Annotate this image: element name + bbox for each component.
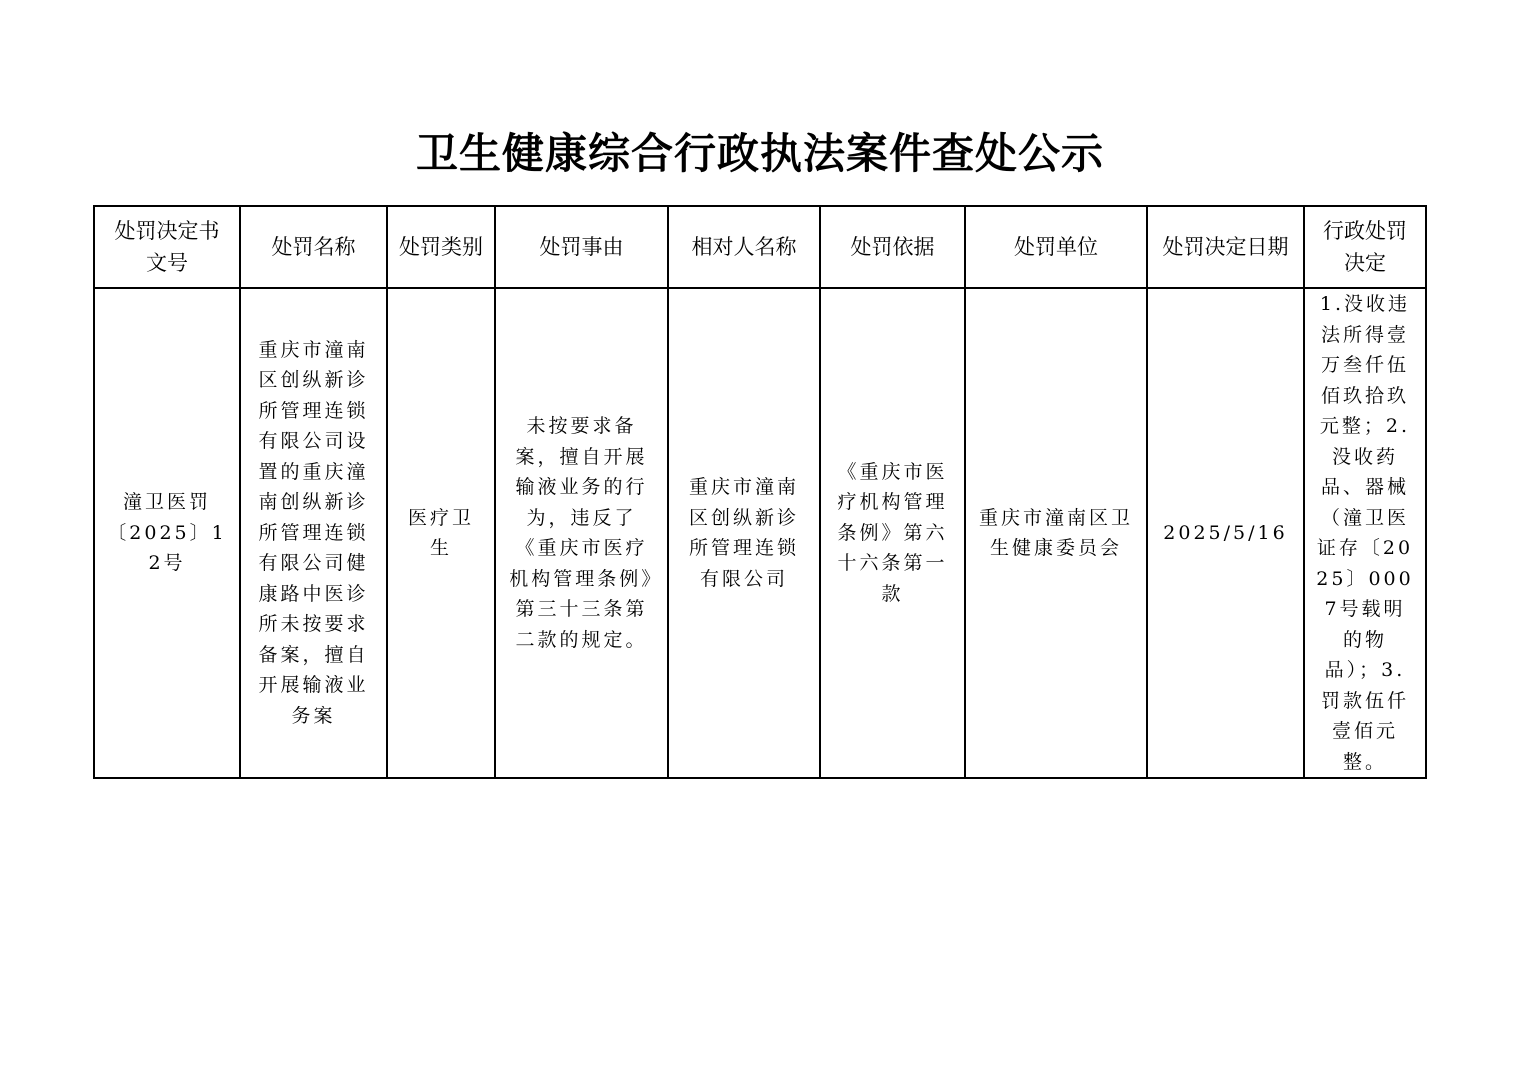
header-decision: 行政处罚决定 bbox=[1304, 206, 1426, 288]
cell-unit: 重庆市潼南区卫生健康委员会 bbox=[965, 288, 1147, 778]
cell-basis: 《重庆市医疗机构管理条例》第六十六条第一款 bbox=[820, 288, 965, 778]
header-penalty-name: 处罚名称 bbox=[240, 206, 387, 288]
cell-penalty-name: 重庆市潼南区创纵新诊所管理连锁有限公司设置的重庆潼南创纵新诊所管理连锁有限公司健康路中医诊所未按要求备案，擅自开展输液业务案 bbox=[240, 288, 387, 778]
cell-category: 医疗卫生 bbox=[387, 288, 495, 778]
cell-doc-no: 潼卫医罚〔2025〕12号 bbox=[94, 288, 240, 778]
header-reason: 处罚事由 bbox=[495, 206, 668, 288]
header-date: 处罚决定日期 bbox=[1147, 206, 1304, 288]
table-header-row bbox=[94, 206, 1426, 288]
cell-date: 2025/5/16 bbox=[1147, 288, 1304, 778]
header-doc-no: 处罚决定书文号 bbox=[94, 206, 240, 288]
header-basis: 处罚依据 bbox=[820, 206, 965, 288]
header-party: 相对人名称 bbox=[668, 206, 820, 288]
cell-reason: 未按要求备案，擅自开展输液业务的行为，违反了《重庆市医疗机构管理条例》第三十三条第二款的规定。 bbox=[495, 288, 668, 778]
page-title: 卫生健康综合行政执法案件查处公示 bbox=[415, 129, 1104, 178]
penalty-table bbox=[93, 205, 1427, 779]
header-category: 处罚类别 bbox=[387, 206, 495, 288]
header-unit: 处罚单位 bbox=[965, 206, 1147, 288]
cell-decision: 1.没收违法所得壹万叁仟伍佰玖拾玖元整；2.没收药品、器械（潼卫医证存〔2025〕0007号载明的物品）；3.罚款伍仟壹佰元整。 bbox=[1304, 288, 1426, 778]
cell-party: 重庆市潼南区创纵新诊所管理连锁有限公司 bbox=[668, 288, 820, 778]
table-row bbox=[94, 288, 1426, 778]
